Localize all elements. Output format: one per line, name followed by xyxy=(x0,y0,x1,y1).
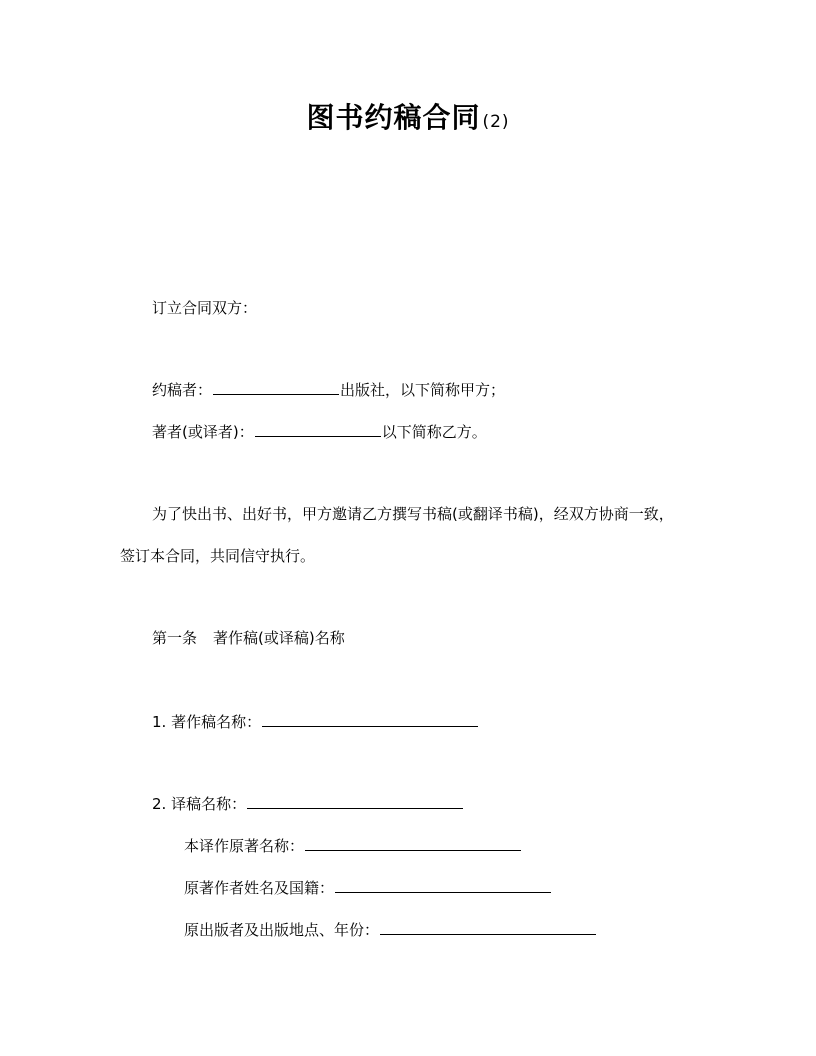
sub-3-line xyxy=(184,920,597,940)
party-a-line xyxy=(152,380,505,400)
sub-1-label: 本译作原著名称： xyxy=(184,837,305,855)
parties-heading: 订立合同双方： xyxy=(152,299,258,317)
party-b-label: 著者(或译者)： xyxy=(152,423,254,441)
item-2-label: 2. 译稿名称： xyxy=(152,795,247,813)
sub-2-label: 原著作者姓名及国籍： xyxy=(184,879,335,897)
document-title xyxy=(0,96,816,136)
sub-1-line xyxy=(184,836,522,856)
party-b-blank[interactable] xyxy=(255,422,381,437)
title-text: 图书约稿合同 xyxy=(306,101,481,134)
item-1-label: 1. 著作稿名称： xyxy=(152,713,262,731)
title-suffix: (2) xyxy=(482,112,510,132)
sub-2-blank[interactable] xyxy=(335,878,551,893)
article-1-title: 著作稿(或译稿)名称 xyxy=(213,629,345,647)
intro-line-1: 为了快出书、出好书，甲方邀请乙方撰写书稿(或翻译书稿)，经双方协商一致， xyxy=(152,505,674,523)
party-a-label: 约稿者： xyxy=(152,381,213,399)
article-1-heading xyxy=(152,628,345,648)
sub-2-line xyxy=(184,878,552,898)
item-2-blank[interactable] xyxy=(247,794,463,809)
sub-3-blank[interactable] xyxy=(380,920,596,935)
sub-3-label: 原出版者及出版地点、年份： xyxy=(184,921,380,939)
party-b-line xyxy=(152,422,487,442)
intro-line-2: 签订本合同，共同信守执行。 xyxy=(120,547,316,565)
party-a-blank[interactable] xyxy=(213,380,339,395)
sub-1-blank[interactable] xyxy=(305,836,521,851)
item-1-blank[interactable] xyxy=(262,712,478,727)
party-a-suffix: 出版社，以下简称甲方； xyxy=(340,381,506,399)
article-1-number: 第一条 xyxy=(152,629,198,647)
item-2-line xyxy=(152,794,464,814)
item-1-line xyxy=(152,712,479,732)
party-b-suffix: 以下简称乙方。 xyxy=(381,423,487,441)
